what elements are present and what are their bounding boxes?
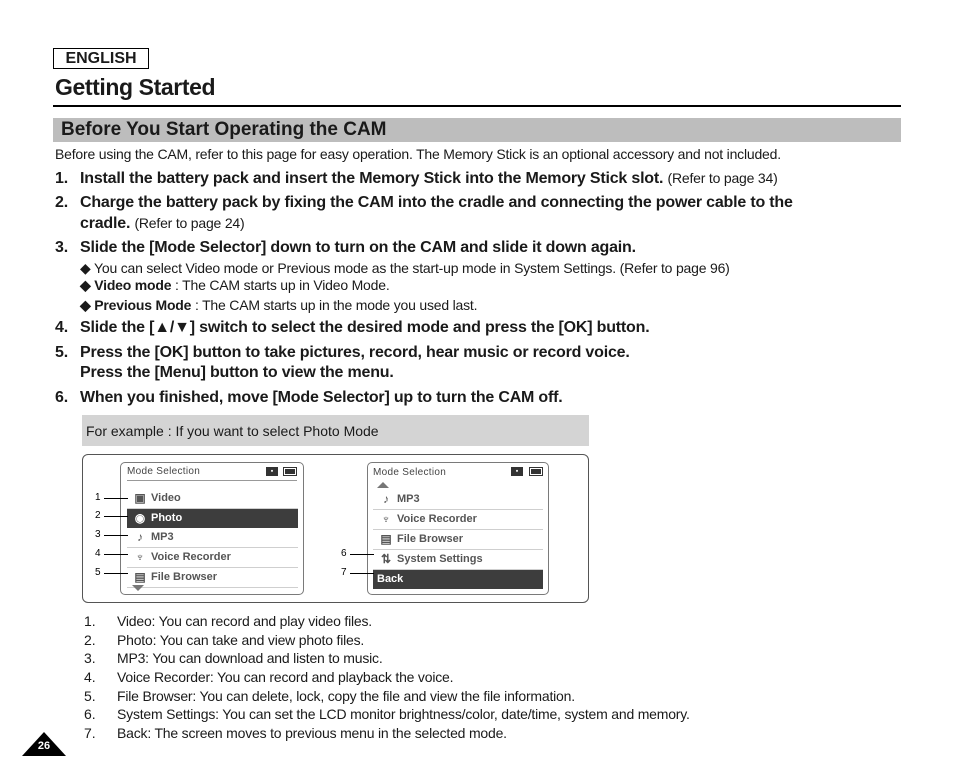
screen-mode-selection-left	[120, 462, 304, 595]
screen-mode-selection-right	[367, 462, 549, 595]
step-ref: (Refer to page 34)	[667, 170, 778, 186]
list-number: 2.	[84, 632, 96, 648]
step-6	[55, 389, 875, 409]
section-title: Before You Start Operating the CAM	[61, 119, 387, 140]
step-4	[55, 319, 875, 339]
menu-list	[127, 489, 298, 588]
menu-item-label: Back	[377, 573, 404, 585]
list-item-video: Video: You can record and play video files.	[117, 613, 372, 629]
list-number: 1.	[84, 613, 96, 629]
callout-line	[350, 554, 374, 555]
music-note-icon: ♪	[383, 492, 389, 506]
step-number: 6.	[55, 389, 68, 406]
menu-item-label: Video	[151, 492, 181, 504]
step-text-line2: cradle.	[80, 215, 131, 232]
video-icon: ▣	[134, 491, 146, 505]
step-5	[55, 344, 875, 386]
step-number: 5.	[55, 344, 68, 361]
callout-number: 2	[95, 510, 101, 521]
menu-item-file-browser[interactable]	[127, 568, 298, 588]
microphone-icon: ♆	[135, 550, 145, 564]
menu-item-video[interactable]	[127, 489, 298, 509]
list-number: 5.	[84, 688, 96, 704]
menu-item-label: File Browser	[151, 571, 218, 583]
menu-item-photo[interactable]	[127, 509, 298, 528]
menu-item-label: MP3	[397, 493, 420, 505]
card-icon: ▪	[266, 467, 278, 476]
step-1	[55, 170, 875, 190]
file-icon: ▤	[134, 570, 146, 584]
callout-number: 7	[341, 567, 347, 578]
bullet-label: ◆ Video mode	[80, 277, 172, 293]
card-icon: ▪	[511, 467, 523, 476]
callout-number: 1	[95, 492, 101, 503]
callout-number: 4	[95, 548, 101, 559]
callout-line	[104, 498, 128, 499]
menu-item-mp3[interactable]	[373, 490, 543, 510]
language-label: ENGLISH	[53, 48, 149, 69]
battery-icon	[283, 467, 297, 476]
menu-list	[373, 490, 543, 589]
callout-line	[350, 573, 374, 574]
step-2	[55, 194, 875, 238]
menu-item-back[interactable]	[373, 570, 543, 589]
step-text: Install the battery pack and insert the Memory Stick into the Memory Stick slot.	[80, 170, 664, 187]
list-item-file-browser: File Browser: You can delete, lock, copy the file and view the file information.	[117, 688, 575, 704]
step-text: Slide the [▲/▼] switch to select the desired mode and press the [OK] button.	[80, 319, 650, 336]
menu-item-label: MP3	[151, 531, 174, 543]
menu-item-system-settings[interactable]	[373, 550, 543, 570]
bullet-text: : The CAM starts up in the mode you used last.	[191, 297, 478, 313]
settings-icon: ⇅	[380, 552, 392, 566]
callout-line	[104, 535, 128, 536]
list-item-mp3: MP3: You can download and listen to music.	[117, 650, 383, 666]
bullet-text: : The CAM starts up in Video Mode.	[171, 277, 390, 293]
step-text: When you finished, move [Mode Selector] up to turn the CAM off.	[80, 389, 563, 406]
list-item-back: Back: The screen moves to previous menu in the selected mode.	[117, 725, 507, 741]
title-divider	[53, 105, 901, 107]
menu-item-voice-recorder[interactable]	[127, 548, 298, 568]
intro-paragraph: Before using the CAM, refer to this page for easy operation. The Memory Stick is an optional accessory and not included.	[55, 146, 781, 162]
list-item-system-settings: System Settings: You can set the LCD monitor brightness/color, date/time, system and memory.	[117, 706, 690, 722]
menu-item-label: System Settings	[397, 553, 483, 565]
battery-icon	[529, 467, 543, 476]
step-text-line2: Press the [Menu] button to view the menu.	[80, 364, 394, 381]
scroll-up-arrow-icon[interactable]	[377, 482, 389, 488]
callout-number: 5	[95, 567, 101, 578]
list-number: 3.	[84, 650, 96, 666]
callout-line	[104, 573, 128, 574]
step3-bullet-previous-mode	[80, 297, 477, 314]
list-number: 6.	[84, 706, 96, 722]
menu-item-label: Voice Recorder	[151, 551, 231, 563]
scroll-down-arrow-icon[interactable]	[132, 585, 144, 591]
step3-bullet-startup: ◆ You can select Video mode or Previous mode as the start-up mode in System Settings. (Refer to page 96)	[80, 260, 730, 276]
step-number: 1.	[55, 170, 68, 187]
example-label: For example : If you want to select Photo Mode	[86, 423, 379, 439]
menu-item-label: Photo	[151, 512, 183, 524]
menu-item-mp3[interactable]	[127, 528, 298, 548]
camera-icon: ◉	[134, 511, 146, 525]
page-number: 26	[37, 740, 51, 752]
step-3	[55, 239, 875, 259]
step-number: 3.	[55, 239, 68, 256]
step-ref: (Refer to page 24)	[134, 215, 245, 231]
list-item-photo: Photo: You can take and view photo files.	[117, 632, 365, 648]
menu-item-voice-recorder[interactable]	[373, 510, 543, 530]
step-text: Press the [OK] button to take pictures, record, hear music or record voice.	[80, 344, 630, 361]
list-number: 4.	[84, 669, 96, 685]
step-text-wrap	[80, 170, 778, 188]
step-text: Slide the [Mode Selector] down to turn on the CAM and slide it down again.	[80, 239, 636, 256]
list-item-voice-recorder: Voice Recorder: You can record and playback the voice.	[117, 669, 454, 685]
callout-number: 3	[95, 529, 101, 540]
bullet-label: ◆ Previous Mode	[80, 297, 192, 313]
step-number: 4.	[55, 319, 68, 336]
page-title: Getting Started	[55, 74, 216, 100]
list-number: 7.	[84, 725, 96, 741]
screen-title: Mode Selection	[373, 467, 447, 478]
step-text-wrap	[80, 215, 244, 233]
screen-title: Mode Selection	[127, 466, 201, 477]
menu-item-label: Voice Recorder	[397, 513, 477, 525]
file-icon: ▤	[380, 532, 392, 546]
callout-number: 6	[341, 548, 347, 559]
microphone-icon: ♆	[381, 512, 391, 526]
callout-line	[104, 554, 128, 555]
step-number: 2.	[55, 194, 68, 211]
step-text: Charge the battery pack by fixing the CAM into the cradle and connecting the power cable to the	[80, 194, 793, 211]
title-divider	[127, 480, 297, 481]
music-note-icon: ♪	[137, 530, 143, 544]
step3-bullet-video-mode	[80, 277, 390, 294]
menu-item-label: File Browser	[397, 533, 464, 545]
menu-item-file-browser[interactable]	[373, 530, 543, 550]
callout-line	[104, 516, 128, 517]
